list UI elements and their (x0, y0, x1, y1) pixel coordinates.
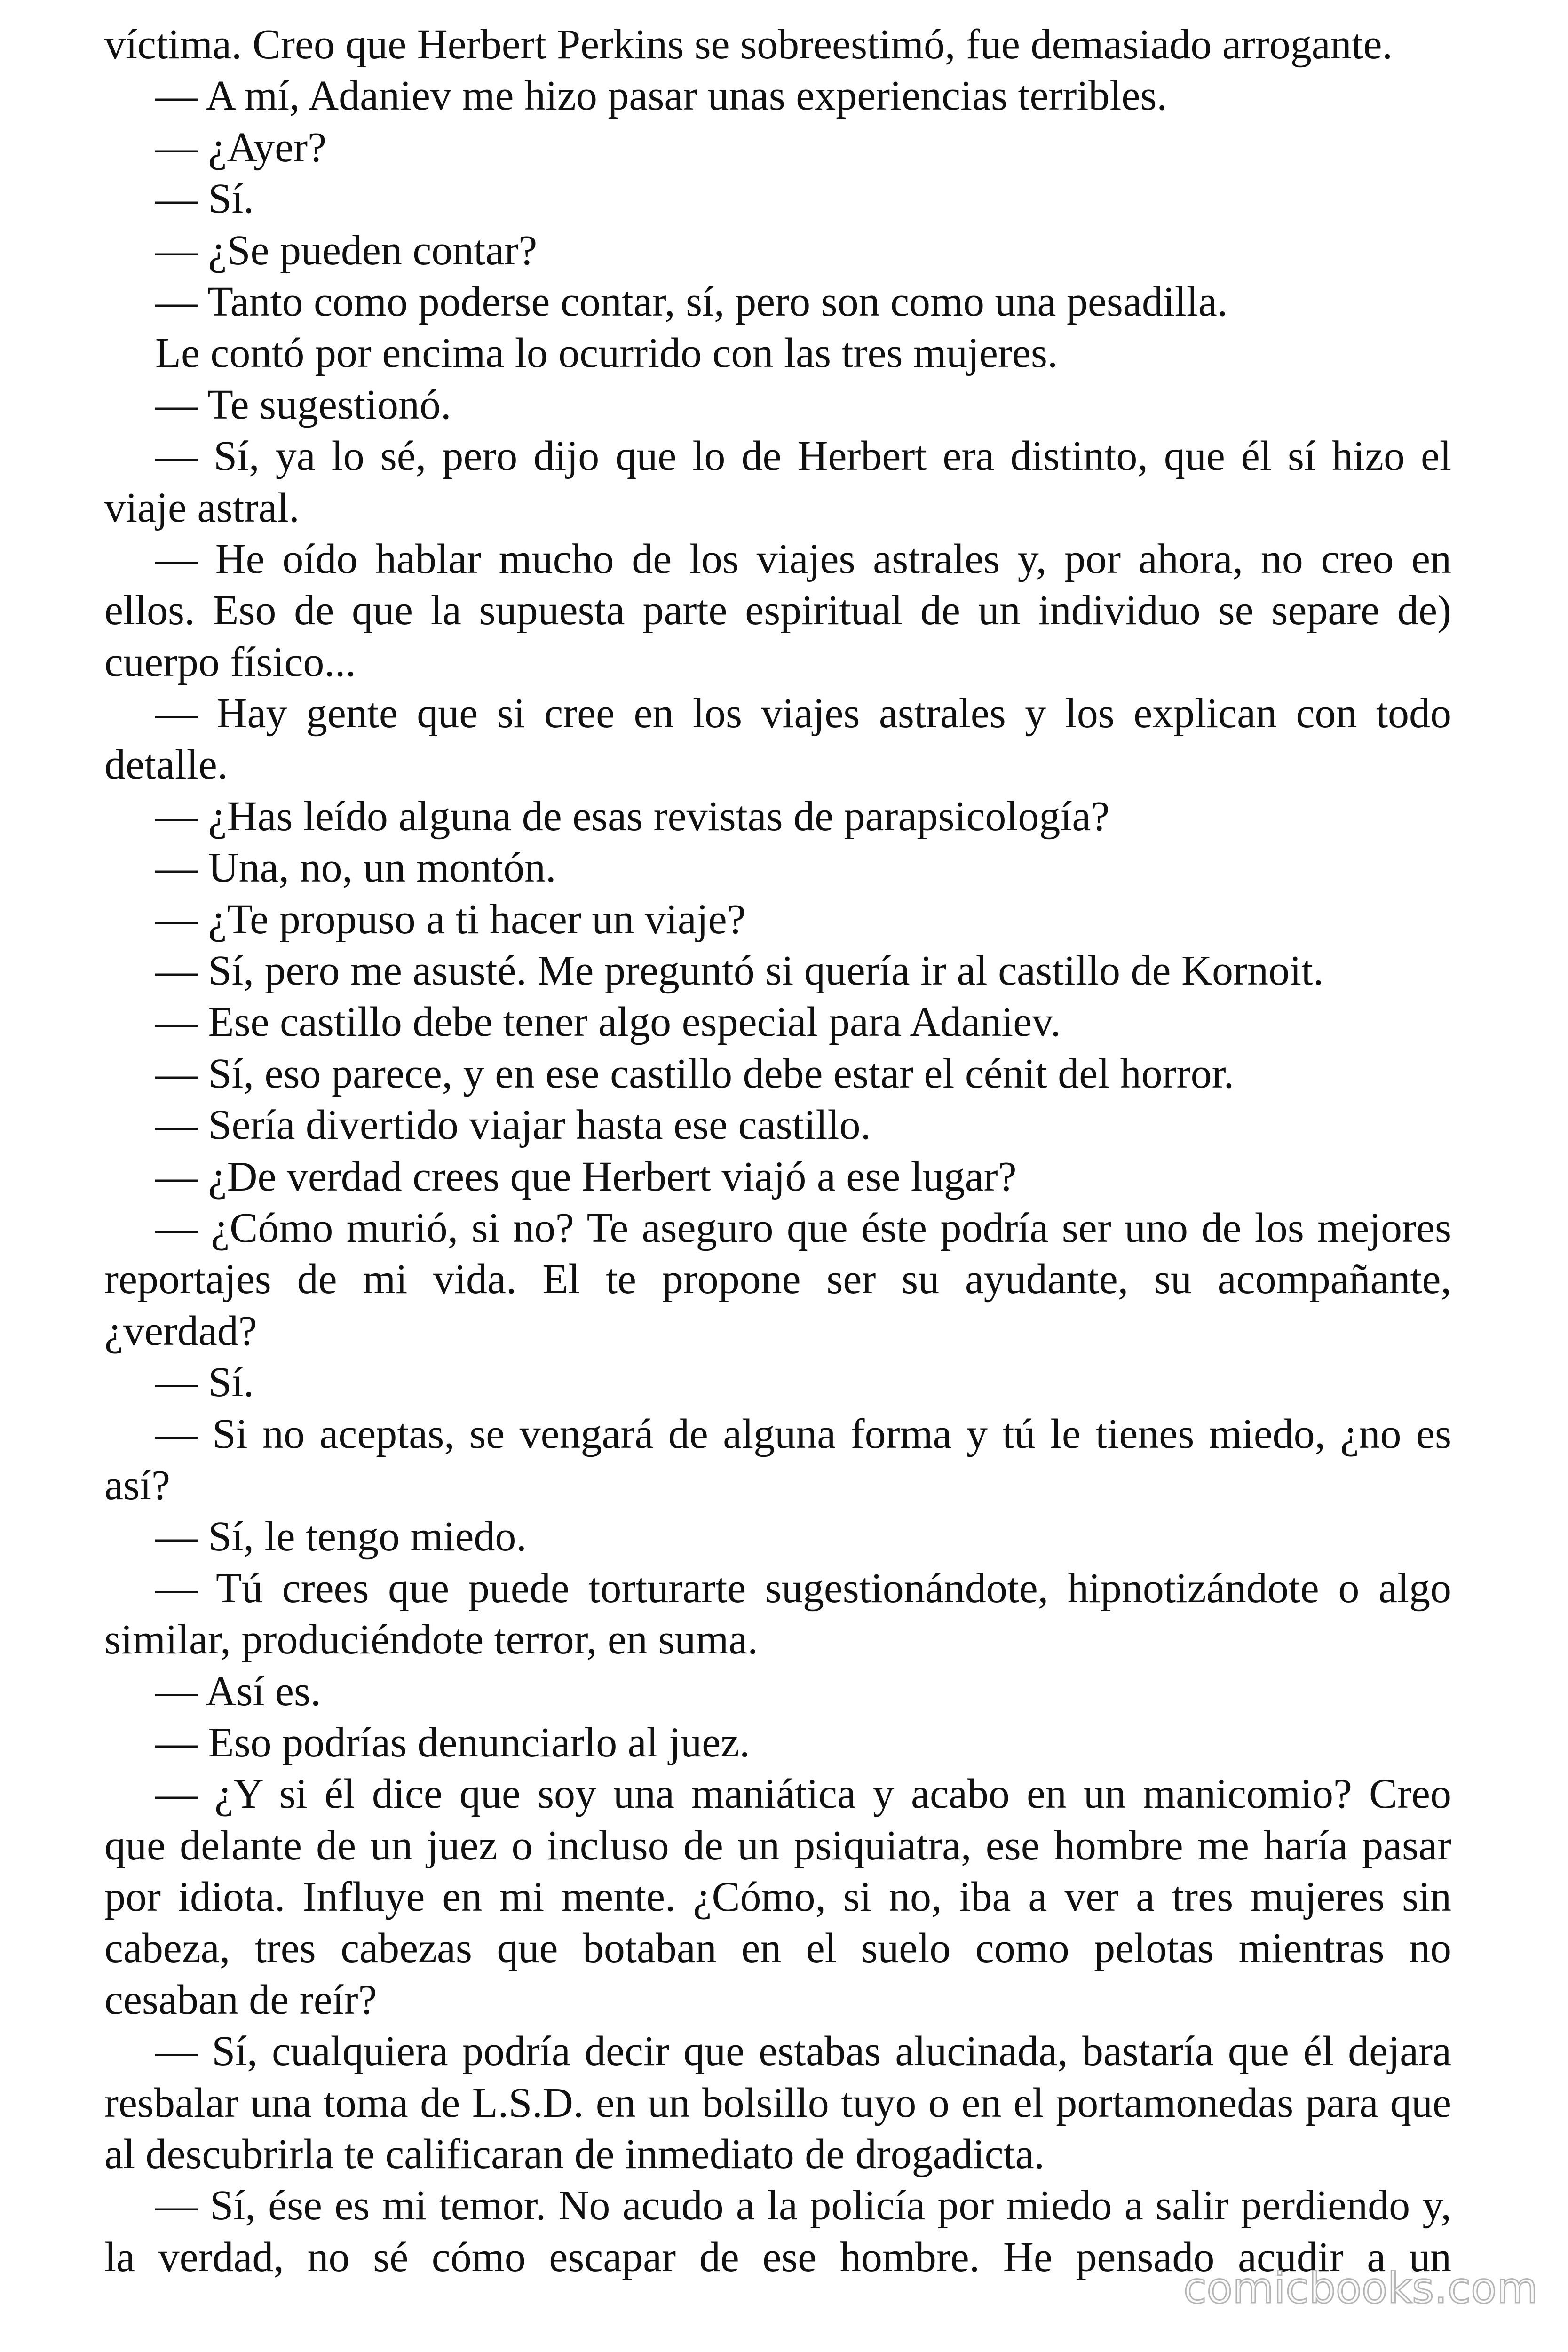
text-line: la verdad, no sé cómo escapar de ese hombre. He pensado acudir a un (104, 2233, 1451, 2280)
text-line: así? (104, 1462, 170, 1509)
text-line: — Sí, ya lo sé, pero dijo que lo de Herbert era distinto, que él sí hizo el (155, 433, 1451, 480)
paragraph (104, 327, 1451, 379)
page-text-body (104, 19, 1451, 2283)
paragraph (104, 1048, 1451, 1099)
text-line: al descubrirla te calificaran de inmediato de drogadicta. (104, 2131, 1045, 2178)
paragraph (104, 996, 1451, 1048)
text-line: — Hay gente que si cree en los viajes astrales y los explican con todo (155, 690, 1451, 737)
text-line: — ¿Has leído alguna de esas revistas de parapsicología? (155, 793, 1110, 840)
text-line: — Tú crees que puede torturarte sugestionándote, hipnotizándote o algo (155, 1565, 1451, 1612)
text-line: — Sí. (155, 175, 254, 222)
paragraph (104, 1666, 1451, 1717)
text-line: por idiota. Influye en mi mente. ¿Cómo, si no, iba a ver a tres mujeres sin (104, 1874, 1451, 1921)
text-line: — ¿Cómo murió, si no? Te aseguro que éste podría ser uno de los mejores (155, 1204, 1451, 1251)
text-line: — Sería divertido viajar hasta ese castillo. (155, 1102, 871, 1149)
paragraph (104, 1717, 1451, 1768)
text-line: reportajes de mi vida. El te propone ser su ayudante, su acompañante, (104, 1256, 1451, 1303)
paragraph (104, 1357, 1451, 1408)
paragraph (104, 2026, 1451, 2180)
text-line: — Ese castillo debe tener algo especial para Adaniev. (155, 999, 1061, 1046)
paragraph (104, 1511, 1451, 1562)
paragraph (104, 842, 1451, 893)
paragraph (104, 688, 1451, 791)
text-line: que delante de un juez o incluso de un psiquiatra, ese hombre me haría pasar (104, 1822, 1451, 1869)
paragraph (104, 1099, 1451, 1151)
text-line: — Sí. (155, 1359, 254, 1406)
text-line: — ¿Se pueden contar? (155, 227, 538, 274)
text-line: — Sí, ése es mi temor. No acudo a la policía por miedo a salir perdiendo y, (155, 2182, 1451, 2229)
text-line: — A mí, Adaniev me hizo pasar unas experiencias terribles. (155, 72, 1167, 119)
paragraph (104, 1151, 1451, 1202)
text-line: — Una, no, un montón. (155, 844, 556, 891)
paragraph (104, 791, 1451, 842)
paragraph (104, 533, 1451, 688)
paragraph (104, 379, 1451, 430)
text-line: viaje astral. (104, 484, 300, 531)
text-line: resbalar una toma de L.S.D. en un bolsillo tuyo o en el portamonedas para que (104, 2079, 1451, 2126)
paragraph (104, 1408, 1451, 1511)
paragraph (104, 19, 1451, 70)
text-line: ellos. Eso de que la supuesta parte espiritual de un individuo se separe de) (104, 587, 1451, 634)
paragraph (104, 945, 1451, 996)
text-line: Le contó por encima lo ocurrido con las tres mujeres. (155, 330, 1058, 377)
paragraph (104, 894, 1451, 945)
text-line: — ¿Ayer? (155, 124, 327, 171)
text-line: — ¿Te propuso a ti hacer un viaje? (155, 896, 746, 943)
text-line: — Tanto como poderse contar, sí, pero son como una pesadilla. (155, 278, 1228, 325)
text-line: — Sí, le tengo miedo. (155, 1513, 527, 1560)
paragraph (104, 225, 1451, 276)
text-line: — He oído hablar mucho de los viajes astrales y, por ahora, no creo en (155, 535, 1451, 582)
paragraph (104, 122, 1451, 173)
paragraph (104, 1768, 1451, 2026)
text-line: — Así es. (155, 1668, 321, 1715)
text-line: — Eso podrías denunciarlo al juez. (155, 1719, 750, 1766)
text-line: detalle. (104, 741, 228, 788)
text-line: víctima. Creo que Herbert Perkins se sobreestimó, fue demasiado arrogante. (104, 21, 1393, 68)
text-line: similar, produciéndote terror, en suma. (104, 1616, 758, 1663)
paragraph (104, 430, 1451, 533)
text-line: — Sí, pero me asusté. Me preguntó si quería ir al castillo de Kornoit. (155, 947, 1324, 994)
paragraph (104, 1563, 1451, 1666)
text-line: — ¿De verdad crees que Herbert viajó a ese lugar? (155, 1153, 1017, 1200)
paragraph (104, 276, 1451, 327)
paragraph (104, 70, 1451, 121)
text-line: — Sí, cualquiera podría decir que estabas alucinada, bastaría que él dejara (155, 2028, 1451, 2075)
text-line: — Te sugestionó. (155, 381, 451, 428)
paragraph (104, 1202, 1451, 1357)
text-line: cabeza, tres cabezas que botaban en el suelo como pelotas mientras no (104, 1925, 1451, 1972)
text-line: — ¿Y si él dice que soy una maniática y acabo en un manicomio? Creo (155, 1771, 1451, 1818)
text-line: cuerpo físico... (104, 638, 356, 685)
paragraph (104, 173, 1451, 224)
text-line: — Si no aceptas, se vengará de alguna forma y tú le tienes miedo, ¿no es (155, 1410, 1451, 1457)
watermark: comicbooks.com (1183, 2264, 1538, 2313)
text-line: cesaban de reír? (104, 1976, 377, 2023)
text-line: ¿verdad? (104, 1307, 257, 1354)
text-line: — Sí, eso parece, y en ese castillo debe estar el cénit del horror. (155, 1050, 1235, 1097)
